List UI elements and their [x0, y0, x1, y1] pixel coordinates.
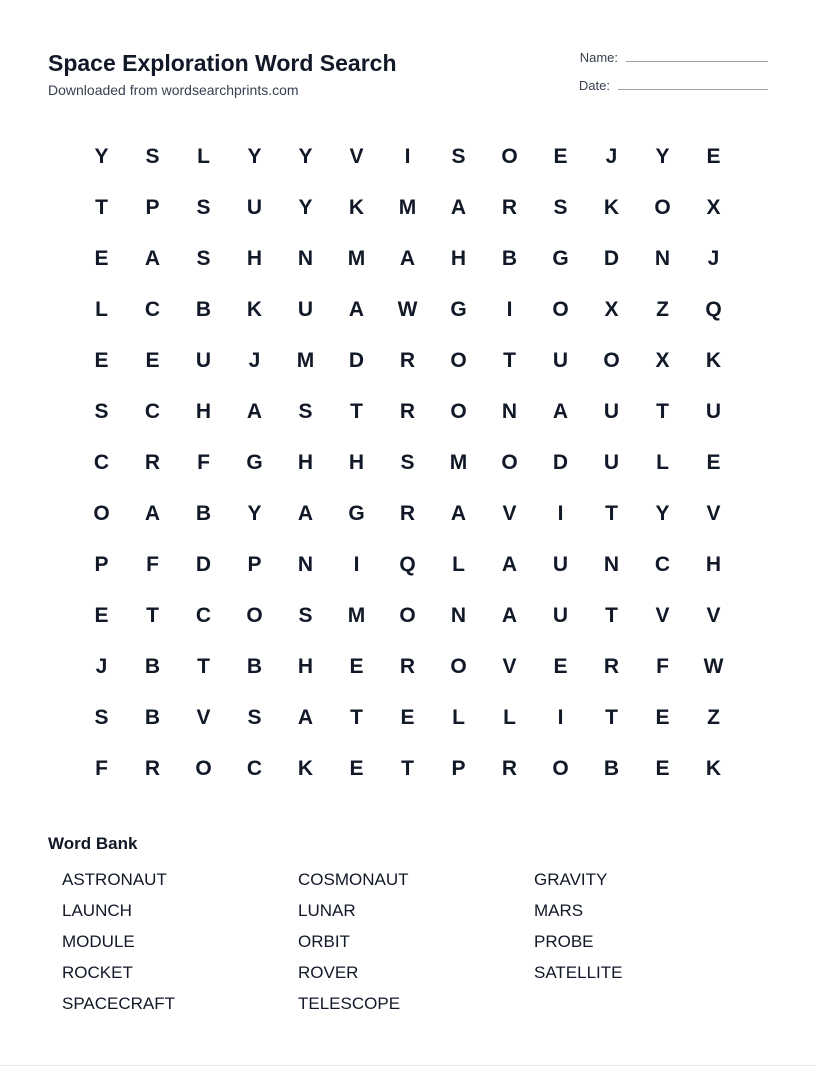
word-bank-item: ASTRONAUT	[62, 870, 167, 889]
grid-letter: M	[347, 246, 366, 270]
grid-letter: T	[503, 348, 516, 372]
grid-letter: H	[246, 246, 263, 270]
grid-letter: L	[503, 705, 516, 729]
grid-letter: S	[298, 603, 313, 627]
grid-letter: Q	[399, 552, 416, 576]
grid-letter: N	[501, 399, 518, 423]
grid-letter: T	[197, 654, 210, 678]
grid-letter: C	[246, 756, 263, 780]
grid-letter: E	[400, 705, 415, 729]
grid-letter: G	[246, 450, 263, 474]
grid-letter: A	[144, 246, 161, 270]
grid-letter: E	[655, 756, 670, 780]
grid-letter: I	[404, 144, 411, 168]
grid-letter: Y	[655, 501, 670, 525]
grid-letter: A	[297, 705, 314, 729]
grid-letter: H	[705, 552, 722, 576]
grid-letter: A	[399, 246, 416, 270]
grid-letter: F	[146, 552, 159, 576]
grid-letter: E	[349, 756, 364, 780]
grid-letter: L	[95, 297, 108, 321]
word-bank-item: SATELLITE	[534, 963, 623, 982]
word-bank	[62, 869, 770, 1024]
grid-letter: W	[703, 654, 724, 678]
grid-letter: O	[399, 603, 416, 627]
word-bank-item: ORBIT	[298, 932, 350, 951]
grid-letter: A	[501, 603, 518, 627]
grid-letter: E	[706, 450, 721, 474]
grid-letter: V	[502, 501, 517, 525]
grid-letter: K	[348, 195, 365, 219]
grid-letter: L	[452, 705, 465, 729]
word-bank-item: ROCKET	[62, 963, 133, 982]
grid-letter: S	[400, 450, 415, 474]
grid-letter: P	[247, 552, 262, 576]
grid-letter: P	[451, 756, 466, 780]
grid-letter: Y	[94, 144, 109, 168]
grid-letter: N	[603, 552, 620, 576]
grid-letter: B	[144, 705, 161, 729]
grid-letter: O	[246, 603, 263, 627]
grid-letter: Y	[655, 144, 670, 168]
grid-letter: R	[501, 195, 518, 219]
grid-letter: U	[195, 348, 212, 372]
grid-letter: J	[248, 348, 261, 372]
grid-letter: R	[399, 399, 416, 423]
grid-letter: S	[553, 195, 568, 219]
grid-letter: B	[144, 654, 161, 678]
grid-letter: R	[501, 756, 518, 780]
word-bank-item: LAUNCH	[62, 901, 132, 920]
grid-letter: L	[452, 552, 465, 576]
grid-letter: S	[145, 144, 160, 168]
grid-letter: M	[449, 450, 468, 474]
word-bank-item: TELESCOPE	[298, 994, 401, 1013]
grid-letter: O	[603, 348, 620, 372]
grid-letter: A	[501, 552, 518, 576]
source-subtitle: Downloaded from wordsearchprints.com	[48, 82, 299, 98]
grid-letter: K	[603, 195, 620, 219]
grid-letter: Z	[656, 297, 669, 321]
grid-letter: C	[93, 450, 110, 474]
grid-letter: E	[94, 603, 109, 627]
grid-letter: O	[195, 756, 212, 780]
grid-letter: O	[501, 450, 518, 474]
grid-letter: P	[94, 552, 109, 576]
name-blank-line	[626, 61, 768, 62]
letter-grid	[76, 131, 739, 794]
grid-letter: H	[297, 654, 314, 678]
grid-letter: N	[297, 552, 314, 576]
grid-letter: B	[195, 297, 212, 321]
grid-letter: Y	[298, 195, 313, 219]
grid-letter: V	[655, 603, 670, 627]
word-bank-title: Word Bank	[48, 834, 138, 853]
grid-letter: T	[401, 756, 414, 780]
grid-letter: M	[347, 603, 366, 627]
grid-letter: A	[246, 399, 263, 423]
grid-letter: W	[397, 297, 418, 321]
grid-letter: D	[195, 552, 212, 576]
grid-letter: O	[501, 144, 518, 168]
grid-letter: A	[552, 399, 569, 423]
grid-letter: A	[297, 501, 314, 525]
grid-letter: H	[348, 450, 365, 474]
grid-letter: H	[195, 399, 212, 423]
grid-letter: B	[195, 501, 212, 525]
grid-letter: P	[145, 195, 160, 219]
word-bank-item: MODULE	[62, 932, 135, 951]
grid-letter: V	[706, 603, 721, 627]
grid-letter: D	[348, 348, 365, 372]
grid-letter: B	[246, 654, 263, 678]
grid-letter: O	[450, 654, 467, 678]
grid-letter: A	[450, 195, 467, 219]
grid-letter: D	[552, 450, 569, 474]
grid-letter: R	[603, 654, 620, 678]
grid-letter: O	[552, 756, 569, 780]
grid-letter: E	[145, 348, 160, 372]
word-bank-item: GRAVITY	[534, 870, 608, 889]
grid-letter: V	[502, 654, 517, 678]
grid-letter: K	[705, 348, 722, 372]
grid-letter: C	[654, 552, 671, 576]
grid-letter: Z	[707, 705, 720, 729]
grid-letter: Y	[247, 501, 262, 525]
grid-letter: H	[450, 246, 467, 270]
grid-letter: I	[557, 705, 564, 729]
grid-letter: E	[655, 705, 670, 729]
grid-letter: N	[654, 246, 671, 270]
grid-letter: Y	[298, 144, 313, 168]
grid-letter: Q	[705, 297, 722, 321]
grid-letter: X	[706, 195, 721, 219]
grid-letter: O	[93, 501, 110, 525]
grid-letter: S	[94, 399, 109, 423]
grid-letter: T	[605, 705, 618, 729]
grid-letter: E	[553, 654, 568, 678]
grid-letter: T	[605, 501, 618, 525]
grid-letter: O	[654, 195, 671, 219]
grid-letter: I	[506, 297, 513, 321]
grid-letter: I	[353, 552, 360, 576]
grid-letter: V	[706, 501, 721, 525]
grid-letter: A	[144, 501, 161, 525]
grid-letter: J	[605, 144, 618, 168]
grid-letter: D	[603, 246, 620, 270]
grid-letter: H	[297, 450, 314, 474]
grid-letter: T	[350, 399, 363, 423]
grid-letter: S	[247, 705, 262, 729]
grid-letter: V	[349, 144, 364, 168]
grid-letter: B	[603, 756, 620, 780]
grid-letter: M	[398, 195, 417, 219]
grid-letter: F	[197, 450, 210, 474]
grid-letter: C	[144, 297, 161, 321]
grid-letter: M	[296, 348, 315, 372]
grid-letter: U	[552, 603, 569, 627]
grid-letter: R	[399, 348, 416, 372]
word-bank-item: ROVER	[298, 963, 359, 982]
grid-letter: L	[197, 144, 210, 168]
name-field	[580, 50, 768, 65]
grid-letter: G	[450, 297, 467, 321]
page-title: Space Exploration Word Search	[48, 50, 397, 76]
grid-letter: G	[348, 501, 365, 525]
grid-letter: A	[450, 501, 467, 525]
grid-letter: T	[605, 603, 618, 627]
grid-letter: S	[196, 246, 211, 270]
grid-letter: V	[196, 705, 211, 729]
grid-letter: U	[705, 399, 722, 423]
grid-letter: T	[146, 603, 159, 627]
grid-letter: O	[450, 399, 467, 423]
grid-letter: J	[95, 654, 108, 678]
word-bank-item: MARS	[534, 901, 584, 920]
grid-letter: R	[144, 450, 161, 474]
grid-letter: E	[94, 246, 109, 270]
grid-letter: R	[399, 501, 416, 525]
grid-letter: F	[95, 756, 108, 780]
grid-letter: A	[348, 297, 365, 321]
grid-letter: K	[705, 756, 722, 780]
grid-letter: U	[246, 195, 263, 219]
grid-letter: K	[246, 297, 263, 321]
grid-letter: I	[557, 501, 564, 525]
grid-letter: E	[706, 144, 721, 168]
grid-letter: G	[552, 246, 569, 270]
grid-letter: Y	[247, 144, 262, 168]
grid-letter: X	[655, 348, 670, 372]
grid-letter: S	[451, 144, 466, 168]
grid-letter: S	[298, 399, 313, 423]
date-field	[579, 78, 768, 93]
word-bank-item: LUNAR	[298, 901, 356, 920]
date-label: Date:	[578, 78, 610, 93]
date-blank-line	[618, 89, 768, 90]
grid-letter: B	[501, 246, 518, 270]
grid-letter: O	[552, 297, 569, 321]
grid-letter: K	[297, 756, 314, 780]
grid-letter: U	[552, 552, 569, 576]
word-bank-item: COSMONAUT	[298, 870, 409, 889]
grid-letter: R	[399, 654, 416, 678]
grid-letter: O	[450, 348, 467, 372]
grid-letter: F	[656, 654, 669, 678]
grid-letter: E	[553, 144, 568, 168]
word-bank-item: PROBE	[534, 932, 594, 951]
grid-letter: R	[144, 756, 161, 780]
grid-letter: U	[603, 450, 620, 474]
grid-letter: T	[656, 399, 669, 423]
grid-letter: L	[656, 450, 669, 474]
grid-letter: U	[297, 297, 314, 321]
grid-letter: J	[707, 246, 720, 270]
bottom-divider	[0, 1065, 816, 1066]
grid-letter: U	[552, 348, 569, 372]
grid-letter: E	[349, 654, 364, 678]
grid-letter: T	[350, 705, 363, 729]
grid-letter: N	[450, 603, 467, 627]
grid-letter: U	[603, 399, 620, 423]
word-bank-item: SPACECRAFT	[62, 994, 176, 1013]
grid-letter: N	[297, 246, 314, 270]
grid-letter: C	[144, 399, 161, 423]
name-label: Name:	[579, 50, 618, 65]
grid-letter: X	[604, 297, 619, 321]
grid-letter: E	[94, 348, 109, 372]
grid-letter: S	[196, 195, 211, 219]
grid-letter: C	[195, 603, 212, 627]
grid-letter: T	[95, 195, 108, 219]
grid-letter: S	[94, 705, 109, 729]
